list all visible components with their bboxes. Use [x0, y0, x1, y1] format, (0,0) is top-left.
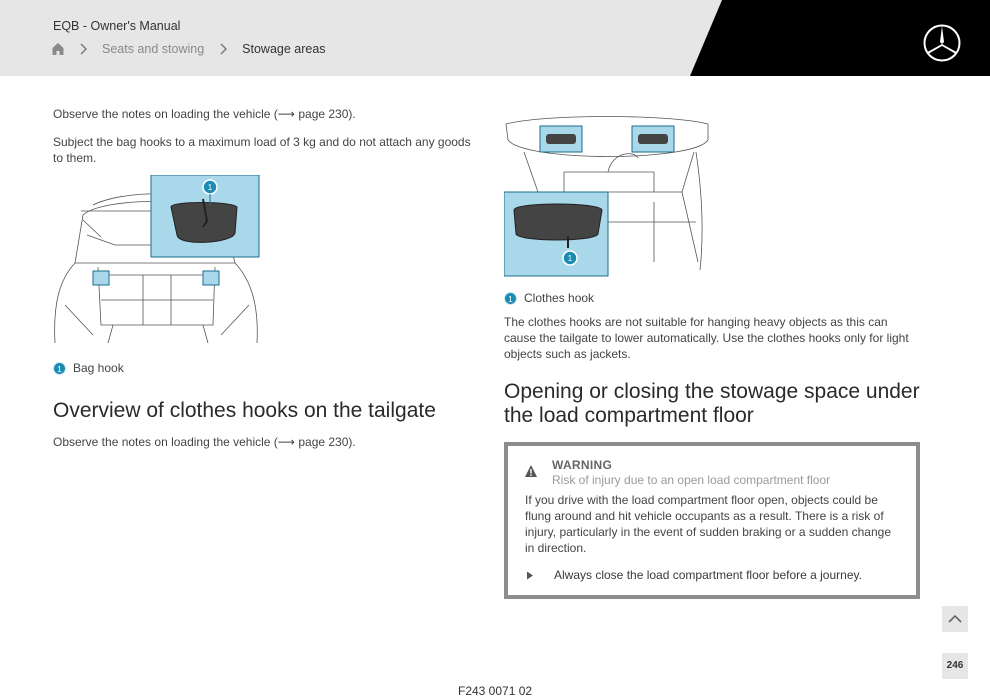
- breadcrumb-item-seats[interactable]: Seats and stowing: [102, 42, 205, 56]
- figure-code: F243 0071 02: [458, 684, 533, 698]
- warning-triangle-icon: [524, 464, 538, 478]
- callout-number: 1: [504, 292, 517, 305]
- clothes-hook-note: The clothes hooks are not suitable for hanging heavy objects as this can cause the tailgate to lower automatically. Use the clothes hooks only for light objects such as jackets.: [504, 315, 909, 361]
- header-bar: [0, 0, 990, 76]
- bag-hook-load-note: Subject the bag hooks to a maximum load of 3 kg and do not attach any goods to them.: [53, 135, 471, 165]
- warning-body: If you drive with the load compartment floor open, objects could be flung around and hit vehicle occupants as a result. There is a risk of injury, particularly in the event of sudden braking or a sudden change in direction.: [525, 493, 892, 555]
- right-column: [504, 106, 920, 428]
- chevron-up-icon: [942, 606, 968, 632]
- warning-title: WARNING: [552, 458, 613, 472]
- callout-number: 1: [53, 362, 66, 375]
- section-heading-stowage-space: Opening or closing the stowage space under the load compartment floor: [504, 380, 920, 427]
- loading-note: Observe the notes on loading the vehicle (⟶ page 230).: [53, 107, 356, 121]
- svg-text:1: 1: [207, 183, 213, 192]
- svg-text:1: 1: [567, 254, 573, 263]
- breadcrumb-item-current: Stowage areas: [242, 42, 326, 56]
- home-icon[interactable]: [52, 42, 64, 56]
- bag-hook-figure: [53, 175, 263, 347]
- chevron-right-icon: [77, 42, 91, 56]
- bag-hook-legend: [53, 360, 473, 376]
- loading-note-2: Observe the notes on loading the vehicle (⟶ page 230).: [53, 435, 356, 449]
- warning-box: [504, 442, 920, 599]
- warning-step: [522, 568, 900, 582]
- clothes-hook-legend: [504, 290, 920, 306]
- page-number: 246: [942, 653, 968, 679]
- scroll-to-top-button[interactable]: [942, 606, 968, 632]
- breadcrumb: [52, 42, 326, 56]
- step-arrow-icon: [526, 571, 534, 580]
- warning-subtitle: Risk of injury due to an open load compartment floor: [552, 473, 831, 487]
- legend-label: Bag hook: [73, 361, 124, 375]
- mercedes-star-logo: [922, 23, 962, 63]
- legend-label: Clothes hook: [524, 291, 595, 305]
- clothes-hook-figure: [504, 112, 714, 284]
- section-heading-clothes-hooks: Overview of clothes hooks on the tailgate: [53, 399, 436, 422]
- warning-step-text: Always close the load compartment floor before a journey.: [554, 568, 862, 582]
- left-column: [53, 106, 473, 462]
- chevron-right-icon: [217, 42, 231, 56]
- doc-title: EQB - Owner's Manual: [53, 19, 181, 33]
